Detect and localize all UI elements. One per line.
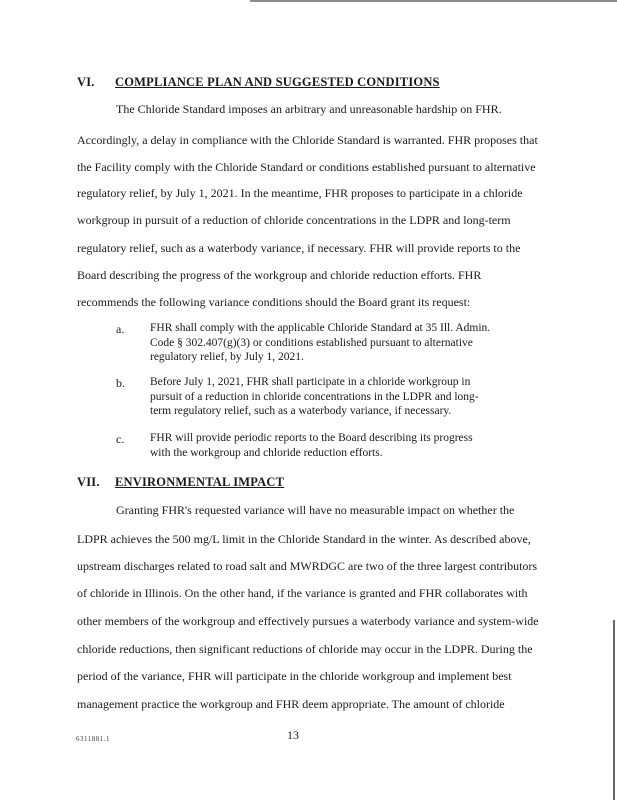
paragraph-line: LDPR achieves the 500 mg/L limit in the Chloride Standard in the winter. As described above, — [77, 532, 531, 546]
condition-b-label: b. — [116, 376, 125, 390]
paragraph-line: Board describing the progress of the workgroup and chloride reduction efforts. FHR — [77, 268, 482, 282]
condition-a-line: FHR shall comply with the applicable Chloride Standard at 35 Ill. Admin. — [150, 322, 491, 334]
paragraph-line: other members of the workgroup and effectively pursues a waterbody variance and system-wide — [77, 614, 539, 628]
condition-c-label: c. — [116, 432, 125, 446]
paragraph-line: regulatory relief, such as a waterbody variance, if necessary. FHR will provide reports to the — [77, 241, 521, 255]
scan-right-edge — [613, 620, 615, 800]
section-vii-heading — [77, 475, 284, 490]
paragraph-line: of chloride in Illinois. On the other hand, if the variance is granted and FHR collaborates with — [77, 586, 528, 600]
scan-top-edge — [250, 0, 617, 2]
paragraph-line: the Facility comply with the Chloride Standard or conditions established pursuant to alternative — [77, 160, 536, 174]
section-vi-title: COMPLIANCE PLAN AND SUGGESTED CONDITIONS — [115, 75, 440, 89]
paragraph-line: recommends the following variance conditions should the Board grant its request: — [77, 295, 471, 309]
footer-document-code: 6311881.1 — [76, 735, 110, 743]
condition-b-line: term regulatory relief, such as a waterbody variance, if necessary. — [150, 405, 452, 417]
section-vii-title: ENVIRONMENTAL IMPACT — [115, 475, 285, 489]
paragraph-line: period of the variance, FHR will participate in the chloride workgroup and implement best — [77, 669, 512, 683]
condition-a-label: a. — [116, 322, 125, 336]
paragraph-line: The Chloride Standard imposes an arbitrary and unreasonable hardship on FHR. — [116, 102, 502, 116]
paragraph-line: regulatory relief, by July 1, 2021. In the meantime, FHR proposes to participate in a chloride — [77, 186, 523, 200]
section-vi-number: VI. — [77, 75, 95, 89]
paragraph-line: chloride reductions, then significant reductions of chloride may occur in the LDPR. During the — [77, 642, 533, 656]
condition-c-line: FHR will provide periodic reports to the Board describing its progress — [150, 432, 473, 444]
paragraph-line: workgroup in pursuit of a reduction of chloride concentrations in the LDPR and long-term — [77, 213, 511, 227]
condition-b-line: pursuit of a reduction in chloride concentrations in the LDPR and long- — [150, 391, 479, 403]
section-vii-number: VII. — [77, 475, 100, 489]
condition-c-line: with the workgroup and chloride reduction efforts. — [150, 447, 383, 459]
page-number: 13 — [287, 728, 299, 742]
condition-a-line: Code § 302.407(g)(3) or conditions established pursuant to alternative — [150, 337, 473, 349]
paragraph-line: Accordingly, a delay in compliance with the Chloride Standard is warranted. FHR proposes that — [77, 133, 538, 147]
condition-b-line: Before July 1, 2021, FHR shall participate in a chloride workgroup in — [150, 376, 471, 388]
condition-a-line: regulatory relief, by July 1, 2021. — [150, 351, 304, 363]
paragraph-line: Granting FHR's requested variance will have no measurable impact on whether the — [116, 503, 515, 517]
section-vi-heading — [77, 75, 440, 90]
paragraph-line: management practice the workgroup and FHR deem appropriate. The amount of chloride — [77, 697, 505, 711]
paragraph-line: upstream discharges related to road salt and MWRDGC are two of the three largest contributors — [77, 559, 538, 573]
